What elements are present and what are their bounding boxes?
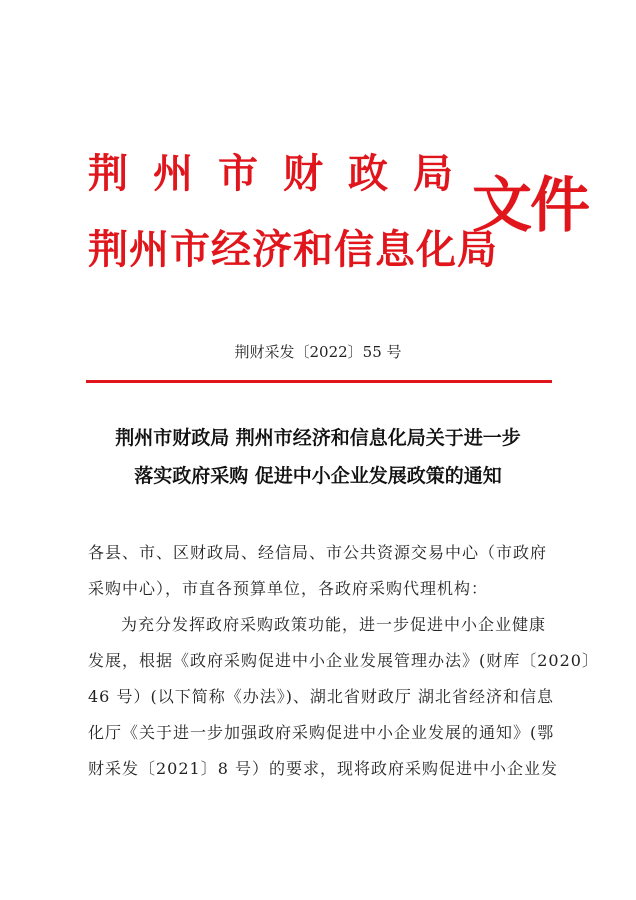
document-number: 荆财采发〔2022〕55 号 <box>234 343 402 361</box>
body-line: 为充分发挥政府采购政策功能，进一步促进中小企业健康 <box>121 615 547 634</box>
body-line: 发展，根据《政府采购促进中小企业发展管理办法》(财库〔2020〕 <box>88 651 599 670</box>
body-line: 46 号）(以下简称《办法》)、湖北省财政厅 湖北省经济和信息 <box>88 687 555 706</box>
document-title-line-2: 落实政府采购 促进中小企业发展政策的通知 <box>134 465 502 487</box>
body-line: 财采发〔2021〕8 号）的要求，现将政府采购促进中小企业发 <box>88 759 558 778</box>
document-title-line-1: 荆州市财政局 荆州市经济和信息化局关于进一步 <box>115 427 521 449</box>
body-line: 采购中心），市直各预算单位，各政府采购代理机构： <box>88 579 489 598</box>
issuer-finance-bureau: 荆州市财政局 <box>88 150 478 197</box>
body-line: 各县、市、区财政局、经信局、市公共资源交易中心（市政府 <box>88 543 548 562</box>
red-divider-line <box>86 380 552 383</box>
body-line: 化厅《关于进一步加强政府采购促进中小企业发展的通知》(鄂 <box>88 723 555 742</box>
document-wenjian-mark: 文件 <box>472 171 588 241</box>
issuer-economy-bureau: 荆州市经济和信息化局 <box>88 226 498 273</box>
